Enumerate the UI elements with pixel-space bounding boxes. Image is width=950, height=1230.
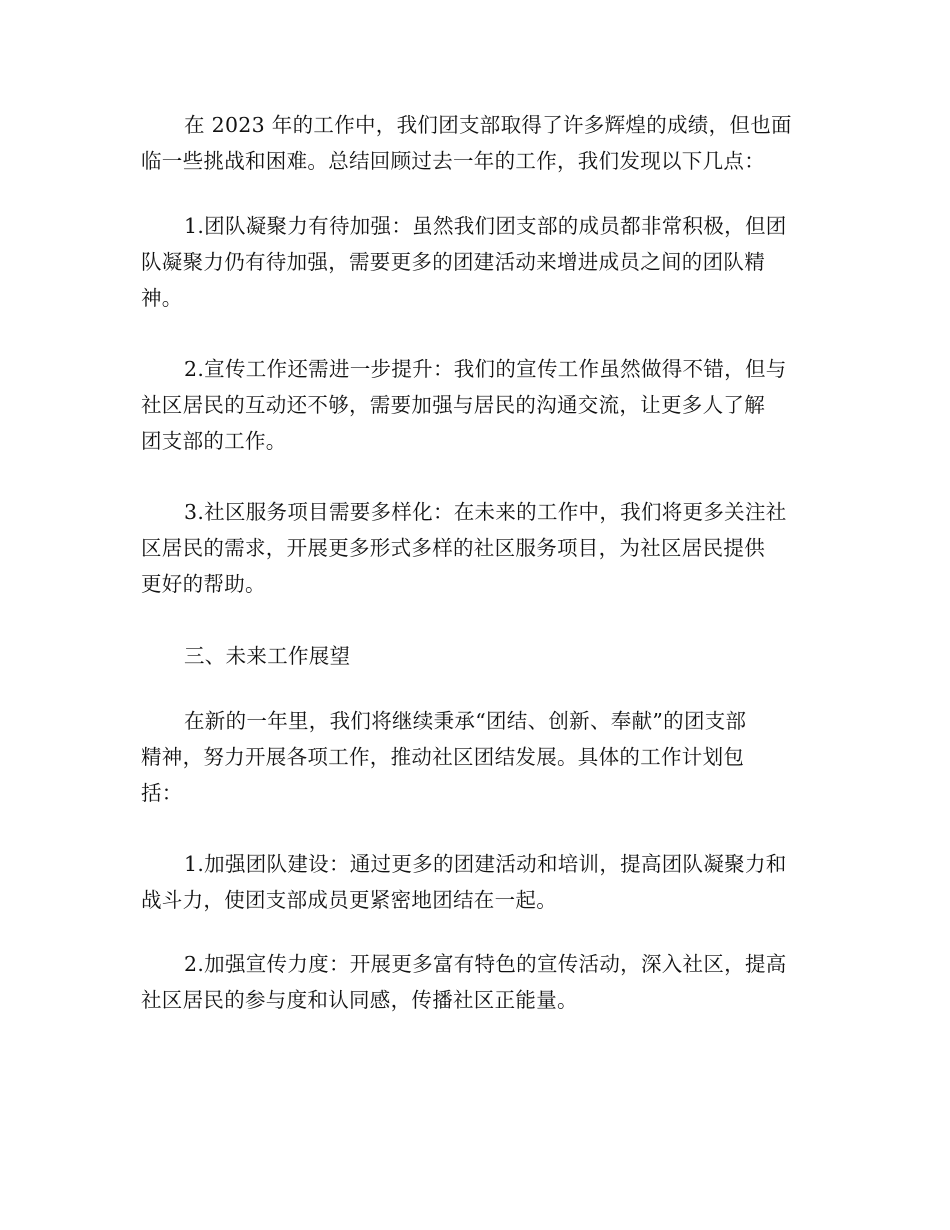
plan-intro-paragraph — [141, 703, 746, 811]
paragraph-line: 战斗力，使团支部成员更紧密地团结在一起。 — [141, 888, 557, 912]
paragraph-line: 社区居民的互动还不够，需要加强与居民的沟通交流，让更多人了解 — [141, 393, 765, 417]
point-2-paragraph — [141, 351, 787, 459]
point-3-paragraph — [141, 494, 787, 602]
paragraph-line: 临一些挑战和困难。总结回顾过去一年的工作，我们发现以下几点： — [141, 149, 765, 173]
paragraph-line: 队凝聚力仍有待加强，需要更多的团建活动来增进成员之间的团队精 — [141, 250, 765, 274]
paragraph-line: 区居民的需求，开展更多形式多样的社区服务项目，为社区居民提供 — [141, 536, 765, 560]
paragraph-line: 2.宣传工作还需进一步提升：我们的宣传工作虽然做得不错，但与 — [184, 357, 787, 381]
paragraph-line: 更好的帮助。 — [141, 572, 266, 596]
heading-line: 三、未来工作展望 — [184, 644, 351, 668]
paragraph-line: 在 2023 年的工作中，我们团支部取得了许多辉煌的成绩，但也面 — [184, 113, 792, 137]
paragraph-line: 3.社区服务项目需要多样化：在未来的工作中，我们将更多关注社 — [184, 500, 787, 524]
point-1-paragraph — [141, 208, 787, 316]
paragraph-line: 1.加强团队建设：通过更多的团建活动和培训，提高团队凝聚力和 — [184, 852, 787, 876]
paragraph-line: 团支部的工作。 — [141, 429, 287, 453]
plan-1-paragraph — [141, 846, 787, 918]
paragraph-line: 括： — [141, 781, 183, 805]
paragraph-line: 1.团队凝聚力有待加强：虽然我们团支部的成员都非常积极，但团 — [184, 214, 787, 238]
paragraph-line: 社区居民的参与度和认同感，传播社区正能量。 — [141, 988, 578, 1012]
plan-2-paragraph — [141, 946, 787, 1018]
paragraph-line: 精神，努力开展各项工作，推动社区团结发展。具体的工作计划包 — [141, 745, 745, 769]
section-heading — [141, 638, 350, 674]
paragraph-line: 神。 — [141, 286, 183, 310]
paragraph-line: 在新的一年里，我们将继续秉承“团结、创新、奉献”的团支部 — [184, 709, 747, 733]
intro-paragraph — [141, 107, 792, 179]
paragraph-line: 2.加强宣传力度：开展更多富有特色的宣传活动，深入社区，提高 — [184, 952, 787, 976]
